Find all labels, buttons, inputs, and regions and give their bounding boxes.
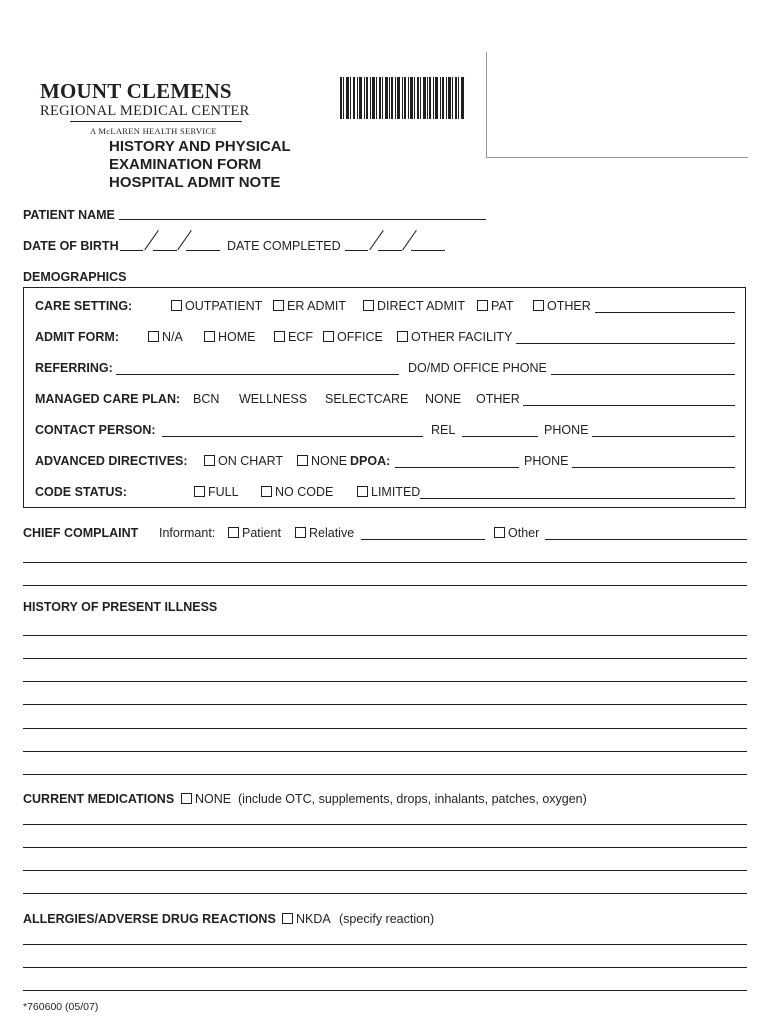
managed-care-wellness[interactable]: WELLNESS <box>239 392 308 406</box>
checkbox-icon[interactable] <box>363 300 374 311</box>
medications-line[interactable] <box>23 893 747 894</box>
informant-label: Informant: <box>159 526 216 540</box>
hpi-line[interactable] <box>23 751 747 752</box>
admit-form-ecf[interactable]: ECF <box>274 330 313 344</box>
code-status-limited-field[interactable] <box>420 498 735 499</box>
checkbox-icon[interactable] <box>397 331 408 342</box>
informant-other[interactable]: Other <box>494 526 539 540</box>
checkbox-icon[interactable] <box>181 793 192 804</box>
dpoa-label: DPOA: <box>350 454 391 468</box>
contact-person-field[interactable] <box>162 436 423 437</box>
hpi-line[interactable] <box>23 728 747 729</box>
care-setting-label: CARE SETTING: <box>35 299 133 313</box>
admit-form-label: ADMIT FORM: <box>35 330 120 344</box>
checkbox-icon[interactable] <box>357 486 368 497</box>
admit-form-other-field[interactable] <box>516 343 735 344</box>
admit-form-office[interactable]: OFFICE <box>323 330 383 344</box>
care-setting-direct-admit[interactable]: DIRECT ADMIT <box>363 299 465 313</box>
allergies-line[interactable] <box>23 944 747 945</box>
advanced-directives-on-chart[interactable]: ON CHART <box>204 454 283 468</box>
label-box-bottom-edge <box>486 157 748 158</box>
contact-rel-field[interactable] <box>462 436 538 437</box>
form-title-line-3: HOSPITAL ADMIT NOTE <box>109 174 281 191</box>
patient-name-label: PATIENT NAME <box>23 208 115 222</box>
admit-form-home[interactable]: HOME <box>204 330 256 344</box>
contact-phone-field[interactable] <box>592 436 735 437</box>
admit-form-na[interactable]: N/A <box>148 330 183 344</box>
care-setting-other-field[interactable] <box>595 312 735 313</box>
dpoa-phone-field[interactable] <box>572 467 735 468</box>
managed-care-bcn[interactable]: BCN <box>193 392 220 406</box>
code-status-limited[interactable]: LIMITED <box>357 485 420 499</box>
informant-relative[interactable]: Relative <box>295 526 354 540</box>
date-completed-field[interactable] <box>345 228 445 252</box>
care-setting-outpatient[interactable]: OUTPATIENT <box>171 299 262 313</box>
chief-complaint-line[interactable] <box>23 562 747 563</box>
chief-complaint-line[interactable] <box>23 585 747 586</box>
medications-none[interactable]: NONE <box>181 792 231 806</box>
chief-complaint-label: CHIEF COMPLAINT <box>23 526 139 540</box>
office-phone-label: DO/MD OFFICE PHONE <box>408 361 547 375</box>
contact-phone-label: PHONE <box>544 423 589 437</box>
allergies-nkda[interactable]: NKDA <box>282 912 331 926</box>
checkbox-icon[interactable] <box>494 527 505 538</box>
checkbox-icon[interactable] <box>171 300 182 311</box>
form-number: *760600 (05/07) <box>23 1001 99 1013</box>
office-phone-field[interactable] <box>551 374 735 375</box>
referring-field[interactable] <box>116 374 399 375</box>
form-title-line-2: EXAMINATION FORM <box>109 156 262 173</box>
contact-rel-label: REL <box>431 423 456 437</box>
medications-line[interactable] <box>23 870 747 871</box>
medications-line[interactable] <box>23 847 747 848</box>
managed-care-other-field[interactable] <box>523 405 735 406</box>
care-setting-er-admit[interactable]: ER ADMIT <box>273 299 346 313</box>
advanced-directives-label: ADVANCED DIRECTIVES: <box>35 454 188 468</box>
date-completed-label: DATE COMPLETED <box>227 239 341 253</box>
dpoa-phone-label: PHONE <box>524 454 569 468</box>
referring-label: REFERRING: <box>35 361 113 375</box>
logo-divider <box>70 121 242 122</box>
checkbox-icon[interactable] <box>261 486 272 497</box>
managed-care-none[interactable]: NONE <box>425 392 462 406</box>
managed-care-selectcare[interactable]: SELECTCARE <box>325 392 409 406</box>
advanced-directives-none[interactable]: NONE <box>297 454 347 468</box>
hpi-line[interactable] <box>23 774 747 775</box>
checkbox-icon[interactable] <box>323 331 334 342</box>
form-title-line-1: HISTORY AND PHYSICAL <box>109 138 291 155</box>
care-setting-pat[interactable]: PAT <box>477 299 513 313</box>
dob-field[interactable] <box>120 228 220 252</box>
admit-form-other-facility[interactable]: OTHER FACILITY <box>397 330 512 344</box>
checkbox-icon[interactable] <box>282 913 293 924</box>
barcode <box>340 77 465 122</box>
checkbox-icon[interactable] <box>228 527 239 538</box>
label-box-left-edge <box>486 52 487 158</box>
dpoa-field[interactable] <box>395 467 519 468</box>
contact-person-label: CONTACT PERSON: <box>35 423 156 437</box>
code-status-full[interactable]: FULL <box>194 485 239 499</box>
medications-label: CURRENT MEDICATIONS <box>23 792 175 806</box>
allergies-line[interactable] <box>23 967 747 968</box>
checkbox-icon[interactable] <box>148 331 159 342</box>
informant-relative-field[interactable] <box>361 539 485 540</box>
checkbox-icon[interactable] <box>533 300 544 311</box>
checkbox-icon[interactable] <box>295 527 306 538</box>
hpi-label: HISTORY OF PRESENT ILLNESS <box>23 600 218 614</box>
checkbox-icon[interactable] <box>204 331 215 342</box>
checkbox-icon[interactable] <box>297 455 308 466</box>
allergies-label: ALLERGIES/ADVERSE DRUG REACTIONS <box>23 912 276 926</box>
allergies-note: (specify reaction) <box>339 912 435 926</box>
checkbox-icon[interactable] <box>204 455 215 466</box>
medications-line[interactable] <box>23 824 747 825</box>
dob-label: DATE OF BIRTH <box>23 239 119 253</box>
informant-other-field[interactable] <box>545 539 747 540</box>
checkbox-icon[interactable] <box>194 486 205 497</box>
informant-patient[interactable]: Patient <box>228 526 281 540</box>
hpi-line[interactable] <box>23 635 747 636</box>
code-status-label: CODE STATUS: <box>35 485 127 499</box>
checkbox-icon[interactable] <box>477 300 488 311</box>
code-status-no-code[interactable]: NO CODE <box>261 485 333 499</box>
hpi-line[interactable] <box>23 704 747 705</box>
logo-line-1: MOUNT CLEMENS <box>40 79 232 103</box>
medications-note: (include OTC, supplements, drops, inhalants, patches, oxygen) <box>238 792 587 806</box>
care-setting-other[interactable]: OTHER <box>533 299 591 313</box>
patient-name-field[interactable] <box>119 219 486 220</box>
hpi-line[interactable] <box>23 681 747 682</box>
demographics-heading: DEMOGRAPHICS <box>23 270 127 284</box>
managed-care-other[interactable]: OTHER <box>476 392 520 406</box>
logo-line-3: A McLAREN HEALTH SERVICE <box>90 126 217 136</box>
managed-care-label: MANAGED CARE PLAN: <box>35 392 181 406</box>
logo-line-2: REGIONAL MEDICAL CENTER <box>40 103 250 119</box>
checkbox-icon[interactable] <box>274 331 285 342</box>
hpi-line[interactable] <box>23 658 747 659</box>
allergies-line[interactable] <box>23 990 747 991</box>
checkbox-icon[interactable] <box>273 300 284 311</box>
